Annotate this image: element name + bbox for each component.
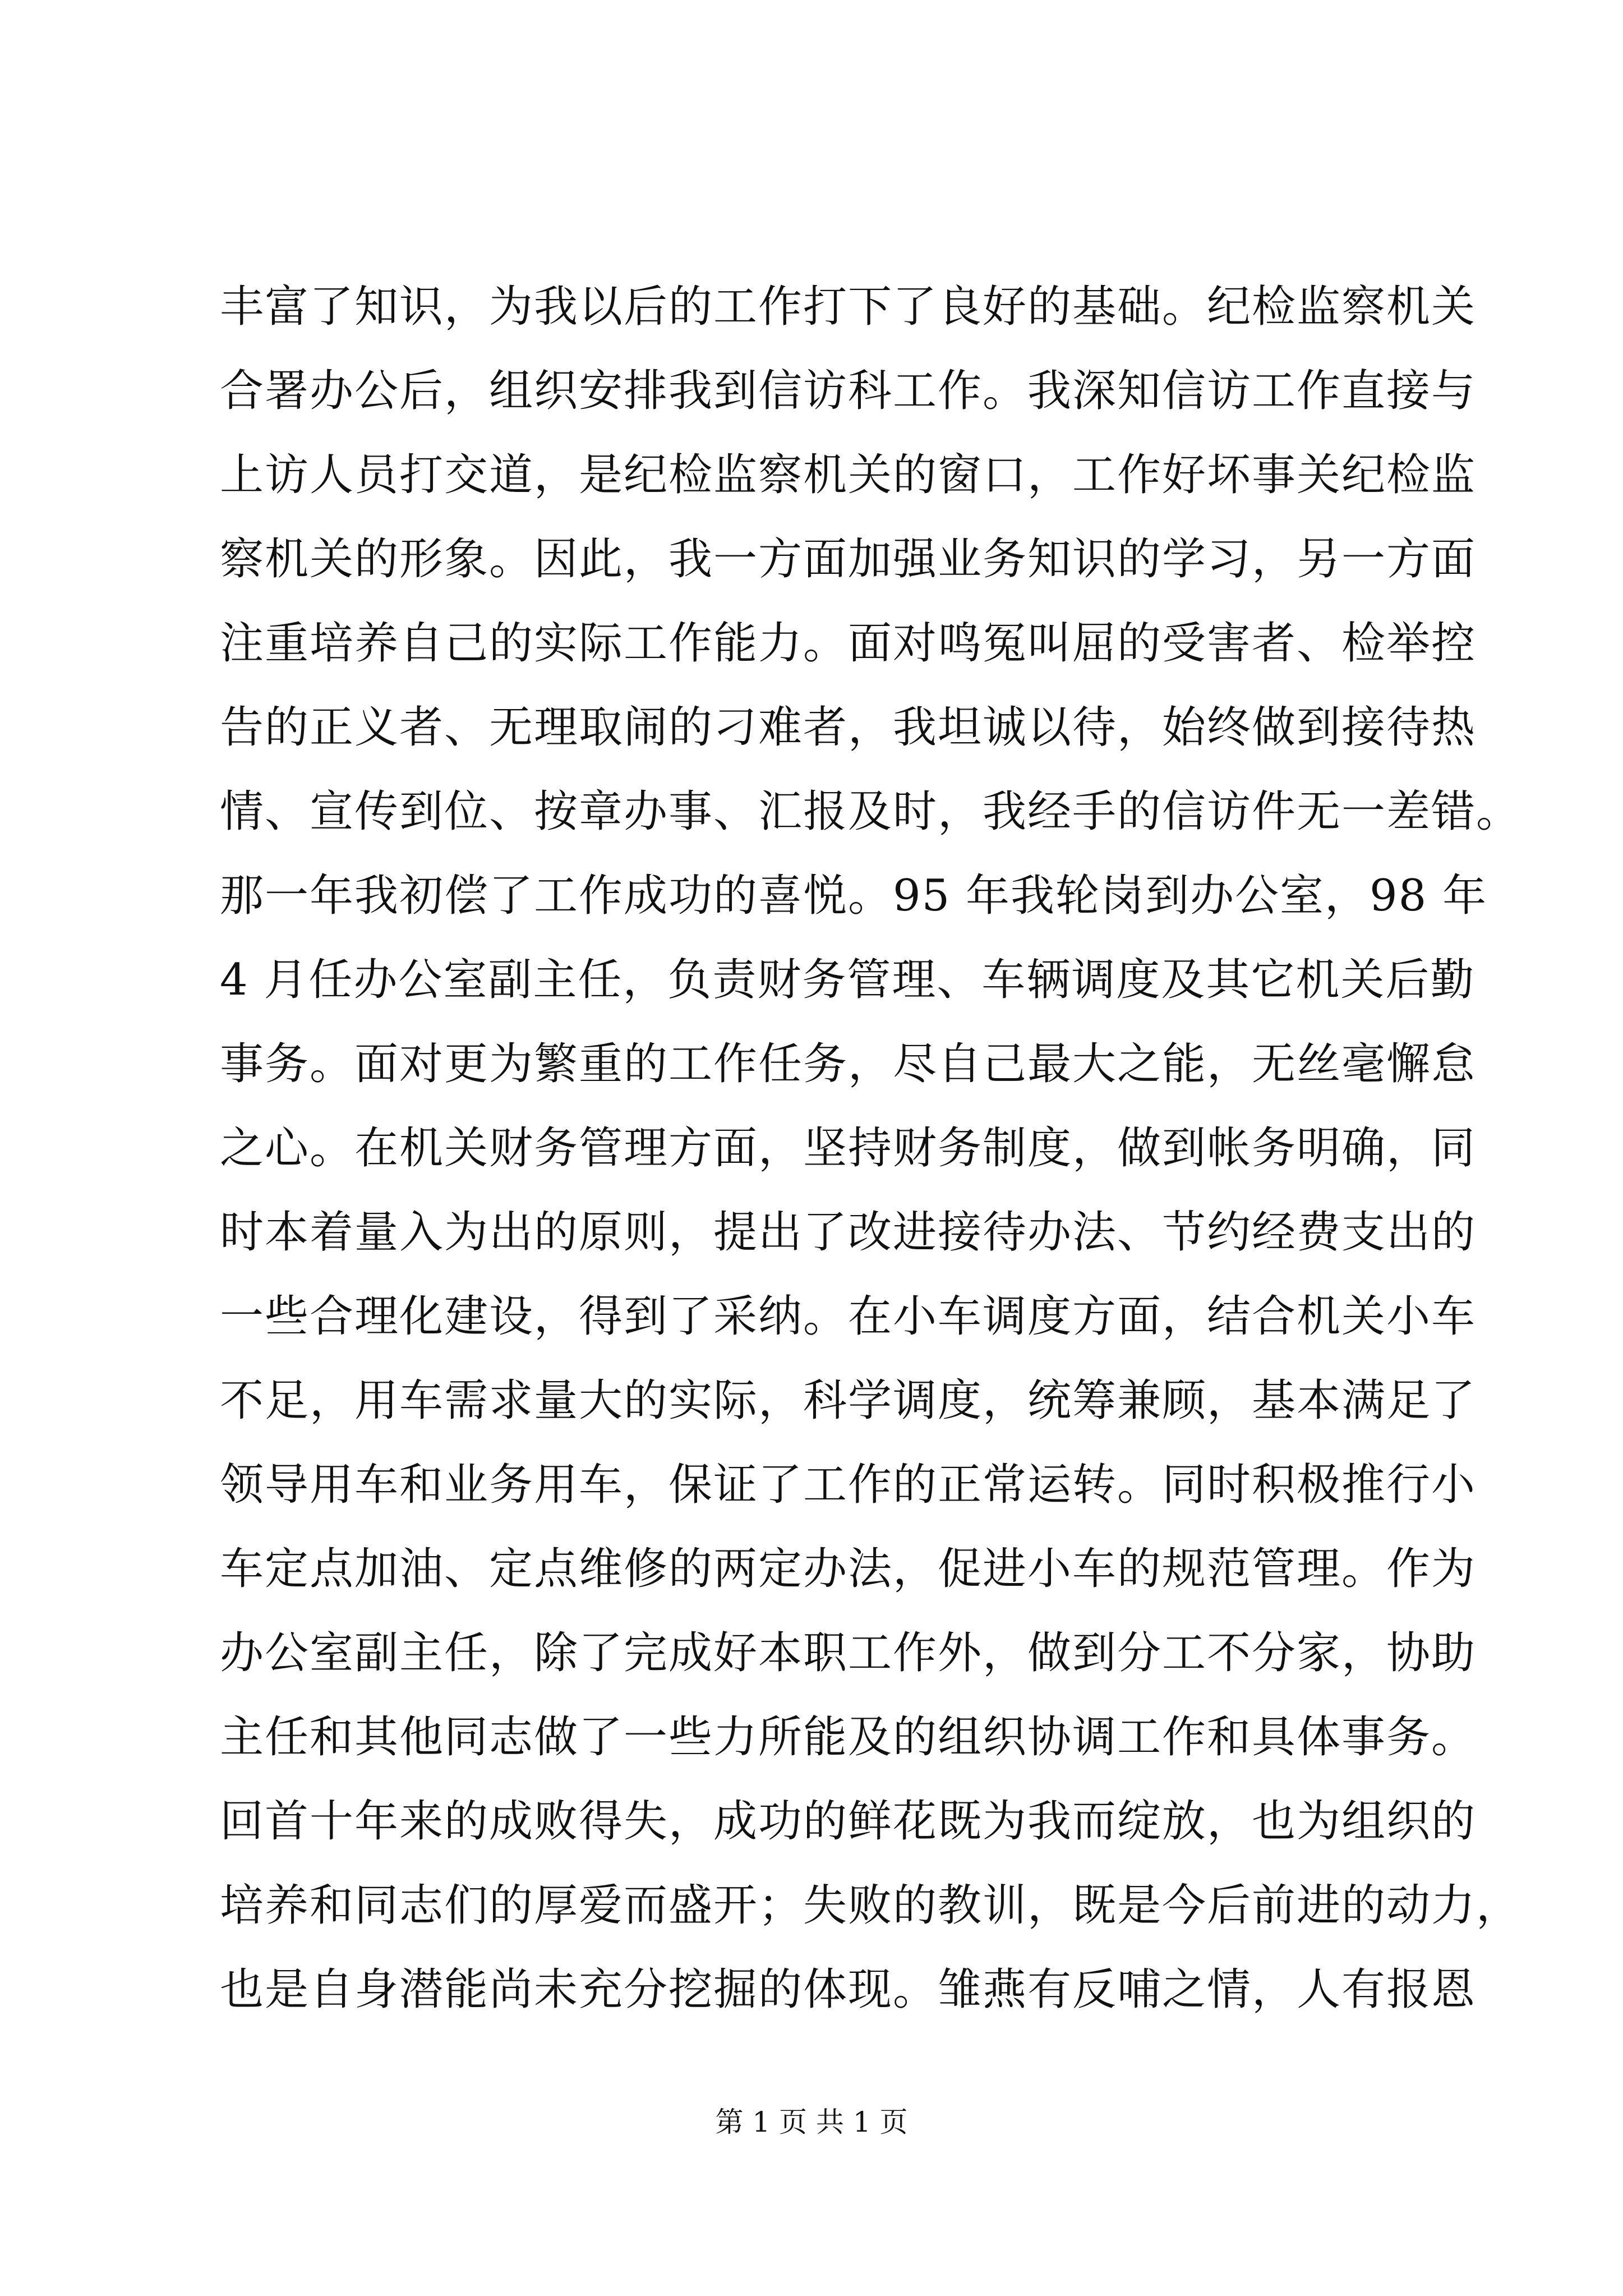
text-line: 办公室副主任，除了完成好本职工作外，做到分工不分家，协助 [220,1628,1477,1678]
text-line: 上访人员打交道，是纪检监察机关的窗口，工作好坏事关纪检监 [220,450,1477,500]
text-line: 不足，用车需求量大的实际，科学调度，统筹兼顾，基本满足了 [220,1375,1477,1426]
text-line: 注重培养自己的实际工作能力。面对鸣冤叫屈的受害者、检举控 [220,618,1477,669]
text-line: 也是自身潜能尚未充分挖掘的体现。雏燕有反哺之情，人有报恩 [220,1964,1477,2015]
text-line: 一些合理化建设，得到了采纳。在小车调度方面，结合机关小车 [220,1291,1477,1342]
text-line: 4 月任办公室副主任，负责财务管理、车辆调度及其它机关后勤 [220,955,1476,1005]
page-footer [0,2102,1623,2142]
text-line: 回首十年来的成败得失，成功的鲜花既为我而绽放，也为组织的 [220,1796,1477,1847]
page-number-label: 第 1 页 共 1 页 [715,2106,908,2138]
text-line: 事务。面对更为繁重的工作任务，尽自己最大之能，无丝毫懈怠 [220,1039,1477,1089]
body-text [220,265,1521,2032]
text-line: 车定点加油、定点维修的两定办法，促进小车的规范管理。作为 [220,1544,1477,1594]
text-line: 告的正义者、无理取闹的刁难者，我坦诚以待，始终做到接待热 [220,702,1477,753]
text-line: 主任和其他同志做了一些力所能及的组织协调工作和具体事务。 [220,1712,1477,1763]
text-line: 丰富了知识，为我以后的工作打下了良好的基础。纪检监察机关 [220,282,1477,332]
text-line: 那一年我初偿了工作成功的喜悦。95 年我轮岗到办公室，98 年 [220,871,1488,921]
text-line: 之心。在机关财务管理方面，坚持财务制度，做到帐务明确，同 [220,1123,1477,1174]
text-line: 时本着量入为出的原则，提出了改进接待办法、节约经费支出的 [220,1207,1477,1258]
text-line: 情、宣传到位、按章办事、汇报及时，我经手的信访件无一差错。 [220,786,1521,837]
text-line: 察机关的形象。因此，我一方面加强业务知识的学习，另一方面 [220,534,1477,585]
text-line: 领导用车和业务用车，保证了工作的正常运转。同时积极推行小 [220,1460,1477,1510]
text-line: 合署办公后，组织安排我到信访科工作。我深知信访工作直接与 [220,366,1477,416]
text-line: 培养和同志们的厚爱而盛开；失败的教训，既是今后前进的动力， [220,1880,1521,1931]
